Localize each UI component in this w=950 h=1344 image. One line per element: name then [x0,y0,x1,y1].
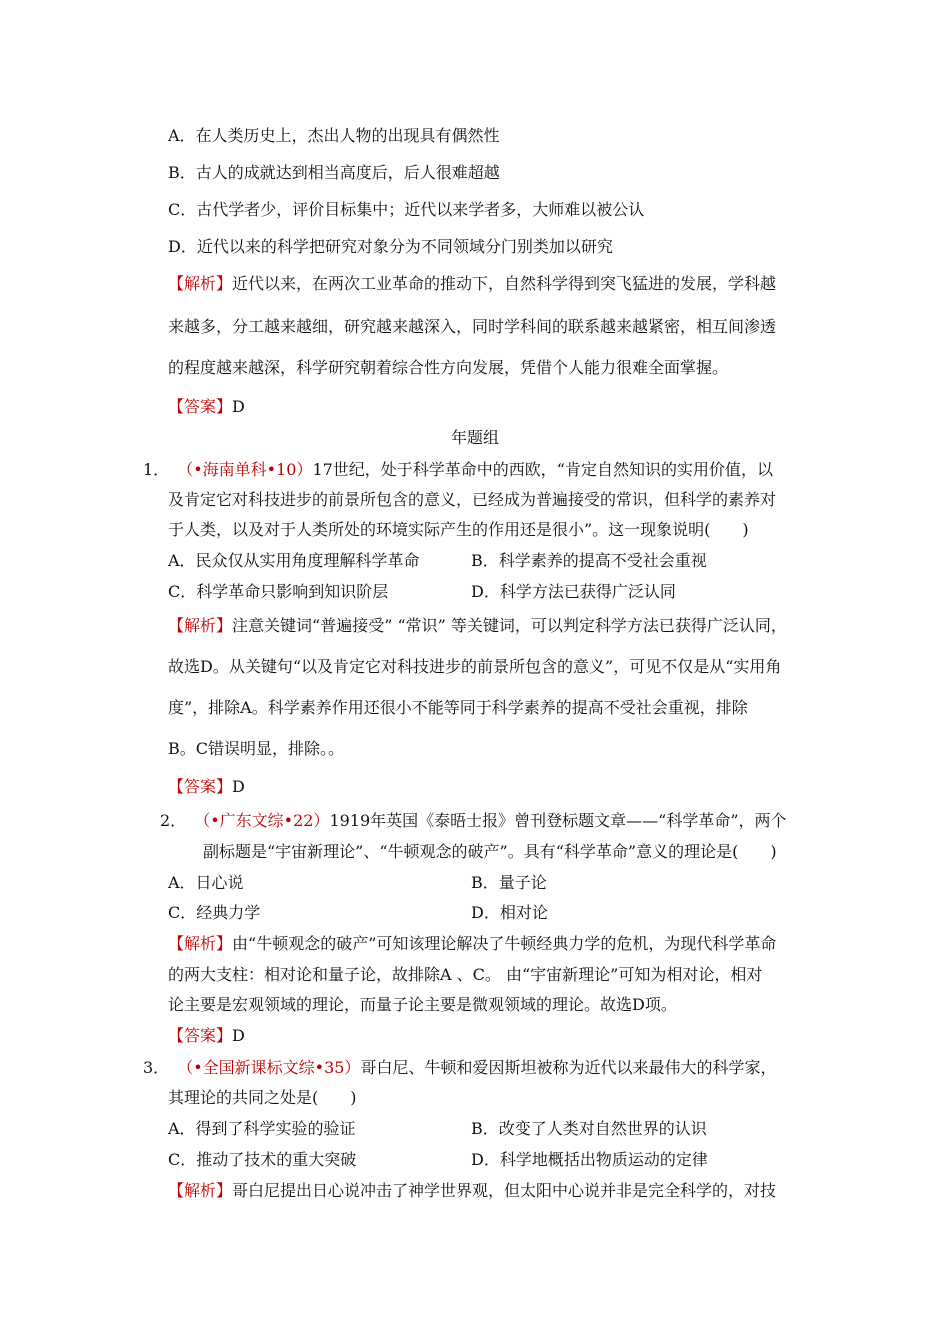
question-number: 1． [143,460,170,479]
analysis-line: 【解析】近代以来，在两次工业革命的推动下，自然科学得到突飞猛进的发展，学科越 [168,274,777,293]
answer-value: D [232,777,245,796]
option-c: C．经典力学 [168,903,261,922]
analysis-line: 的两大支柱：相对论和量子论，故排除A 、C。 由“宇宙新理论”可知为相对论，相对 [168,965,763,984]
option-b: B．改变了人类对自然世界的认识 [471,1119,707,1138]
answer-tag: 【答案】 [168,1026,233,1045]
option-d: D．科学方法已获得广泛认同 [471,582,676,601]
option-b: B．古人的成就达到相当高度后，后人很难超越 [168,163,500,182]
analysis-line: 论主要是宏观领域的理论，而量子论主要是微观领域的理论。故选D项。 [168,995,677,1014]
analysis-line: 【解析】注意关键词“普遍接受” “常识” 等关键词，可以判定科学方法已获得广泛认同， [168,616,787,635]
answer-value: D [232,1026,245,1045]
analysis-line: 来越多，分工越来越细，研究越来越深入，同时学科间的联系越来越紧密，相互间渗透 [168,317,777,336]
analysis-line: 度”，排除A。科学素养作用还很小不能等同于科学素养的提高不受社会重视，排除 [168,698,748,717]
answer-value: D [232,397,245,416]
question-1-stem-line: 于人类，以及对于人类所处的环境实际产生的作用还是很小”。这一现象说明( ) [168,520,749,539]
option-c: C．推动了技术的重大突破 [168,1150,357,1169]
analysis-tag: 【解析】 [168,274,233,293]
option-d: D．近代以来的科学把研究对象分为不同领域分门别类加以研究 [168,237,613,256]
analysis-tag: 【解析】 [168,1181,233,1200]
analysis-line: B。C错误明显，排除。。 [168,739,345,758]
analysis-line: 故选D。从关键句“以及肯定它对科技进步的前景所包含的意义”，可见不仅是从“实用角 [168,657,782,676]
question-3-stem-line: 其理论的共同之处是( ) [168,1088,357,1107]
analysis-line: 【解析】由“牛顿观念的破产”可知该理论解决了牛顿经典力学的危机，为现代科学革命 [168,934,777,953]
analysis-line: 的程度越来越深，科学研究朝着综合性方向发展，凭借个人能力很难全面掌握。 [168,358,729,377]
option-d: D．相对论 [471,903,548,922]
option-c: C．科学革命只影响到知识阶层 [168,582,389,601]
answer-line [168,1026,245,1046]
analysis-tag: 【解析】 [168,934,233,953]
question-number: 3． [143,1058,170,1077]
option-a: A．日心说 [168,873,244,892]
option-b: B．科学素养的提高不受社会重视 [471,551,707,570]
option-c: C．古代学者少，评价目标集中；近代以来学者多，大师难以被公认 [168,200,645,219]
question-source: （•全国新课标文综•35） [177,1058,361,1077]
option-a: A．民众仅从实用角度理解科学革命 [168,551,420,570]
question-number: 2． [160,811,187,830]
question-source: （•海南单科•10） [177,460,313,479]
answer-tag: 【答案】 [168,777,233,796]
question-2-stem-line: 副标题是“宇宙新理论”、“牛顿观念的破产”。具有“科学革命”意义的理论是( ) [203,842,777,861]
question-3-stem: 3． （•全国新课标文综•35）哥白尼、牛顿和爱因斯坦被称为近代以来最伟大的科学家， [143,1058,777,1077]
question-2-stem: 2． （•广东文综•22）1919年英国《泰晤士报》曾刊登标题文章——“科学革命”，两个 [160,811,787,830]
question-1-stem-line: 及肯定它对科技进步的前景所包含的意义，已经成为普遍接受的常识，但科学的素养对 [168,490,777,509]
analysis-tag: 【解析】 [168,616,233,635]
analysis-line: 【解析】哥白尼提出日心说冲击了神学世界观，但太阳中心说并非是完全科学的，对技 [168,1181,777,1200]
option-b: B．量子论 [471,873,547,892]
option-d: D．科学地概括出物质运动的定律 [471,1150,708,1169]
option-a: A．在人类历史上，杰出人物的出现具有偶然性 [168,126,500,145]
question-1-stem: 1． （•海南单科•10）17世纪，处于科学革命中的西欧，“肯定自然知识的实用价值，以 [143,460,773,479]
answer-line [168,777,245,797]
question-source: （•广东文综•22） [194,811,330,830]
section-title: 年题组 [450,428,499,447]
answer-tag: 【答案】 [168,397,233,416]
option-a: A．得到了科学实验的验证 [168,1119,356,1138]
answer-line [168,397,245,417]
